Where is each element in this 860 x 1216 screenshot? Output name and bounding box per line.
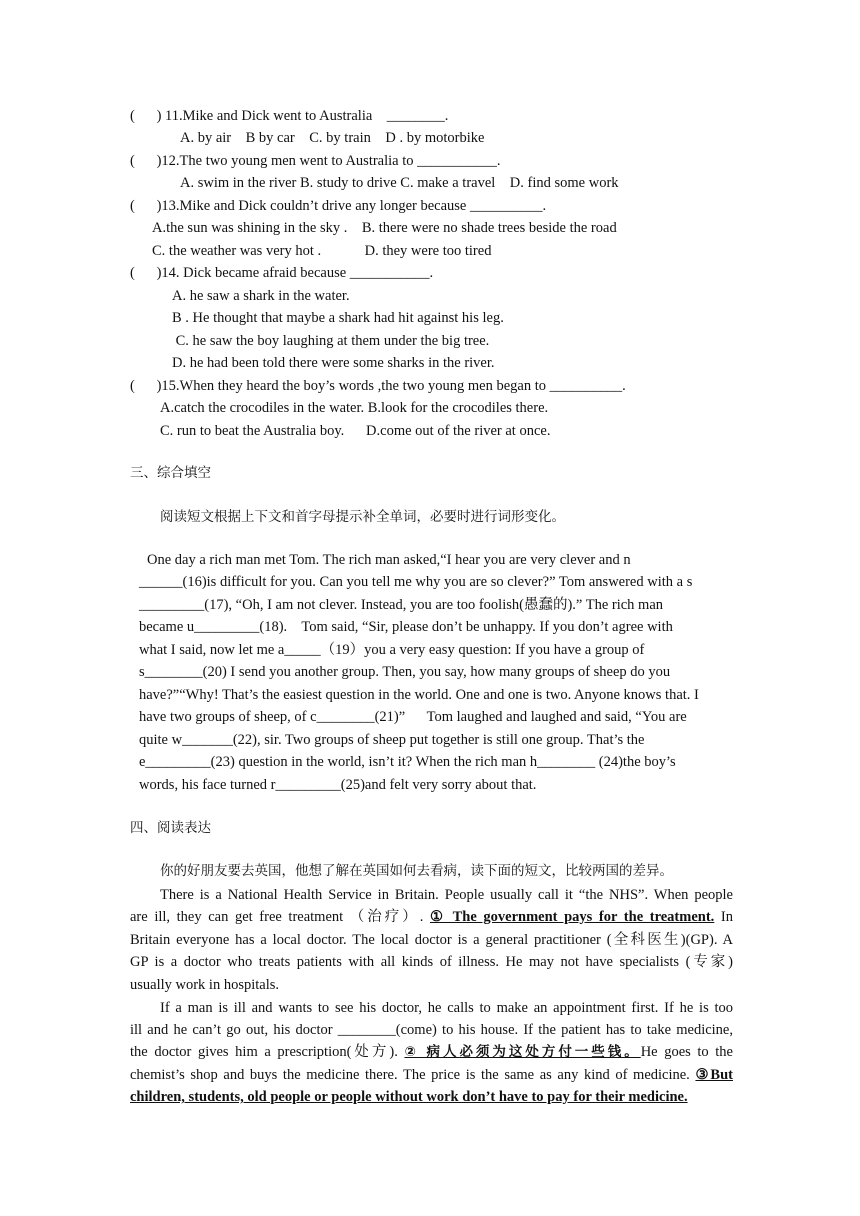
passage-line-4: GP is a doctor who treats patients with all kinds of illness. He may not have specialists (专家) bbox=[130, 954, 733, 970]
marked-sentence-1: ① The government pays for the treatment. bbox=[430, 909, 715, 925]
passage-line-1: There is a National Health Service in Britain. People usually call it “the NHS”. When people bbox=[160, 887, 733, 903]
passage-line-9: chemist’s shop and buys the medicine there. The price is the same as any kind of medicine. ③But bbox=[130, 1067, 733, 1083]
section-3-instruction: 阅读短文根据上下文和首字母提示补全单词，必要时进行词形变化。 bbox=[160, 509, 565, 525]
question-15: ( )15.When they heard the boy’s words ,the two young men began to __________. bbox=[130, 378, 626, 394]
cloze-line-2: ______(16)is difficult for you. Can you tell me why you are so clever?” Tom answered with a s bbox=[139, 574, 693, 590]
passage-line-2: are ill, they can get free treatment （治疗）. ① The government pays for the treatment. In bbox=[130, 909, 734, 925]
question-13-options-line2: C. the weather was very hot . D. they were too tired bbox=[152, 243, 492, 259]
passage-line-8: the doctor gives him a prescription(处方). ② 病人必须为这处方付一些钱。He goes to the bbox=[130, 1044, 733, 1060]
question-14-option-c: C. he saw the boy laughing at them under the big tree. bbox=[172, 333, 490, 349]
section-3-heading: 三、综合填空 bbox=[130, 465, 211, 481]
passage-line-7: ill and he can’t go out, his doctor ________(come) to his house. If the patient has to take medicine, bbox=[130, 1022, 733, 1038]
marked-sentence-2: ② 病人必须为这处方付一些钱。 bbox=[404, 1044, 641, 1060]
section-4-heading: 四、阅读表达 bbox=[130, 820, 211, 836]
question-14-option-b: B . He thought that maybe a shark had hit against his leg. bbox=[172, 310, 504, 326]
question-15-options-line1: A.catch the crocodiles in the water. B.look for the crocodiles there. bbox=[160, 400, 549, 416]
question-12: ( )12.The two young men went to Australia to ___________. bbox=[130, 153, 501, 169]
marked-sentence-3-start: ③But bbox=[695, 1067, 733, 1083]
passage-line-5: usually work in hospitals. bbox=[130, 977, 280, 993]
question-14: ( )14. Dick became afraid because ___________. bbox=[130, 265, 434, 281]
cloze-line-10: e_________(23) question in the world, isn’t it? When the rich man h________ (24)the boy’s bbox=[139, 754, 676, 770]
cloze-line-7: have?”“Why! That’s the easiest question in the world. One and one is two. Anyone knows that. I bbox=[139, 687, 699, 703]
marked-sentence-3-end: children, students, old people or people without work don’t have to pay for their medicine. bbox=[130, 1089, 688, 1105]
question-12-options: A. swim in the river B. study to drive C. make a travel D. find some work bbox=[180, 175, 619, 191]
passage-line-6: If a man is ill and wants to see his doctor, he calls to make an appointment first. If he is too bbox=[160, 1000, 733, 1016]
cloze-line-5: what I said, now let me a_____（19）you a very easy question: If you have a group of bbox=[139, 642, 645, 658]
question-14-option-a: A. he saw a shark in the water. bbox=[172, 288, 350, 304]
cloze-line-3: _________(17), “Oh, I am not clever. Instead, you are too foolish(愚蠢的).” The rich man bbox=[139, 597, 664, 613]
question-13-options-line1: A.the sun was shining in the sky . B. there were no shade trees beside the road bbox=[152, 220, 617, 236]
cloze-line-4: became u_________(18). Tom said, “Sir, please don’t be unhappy. If you don’t agree with bbox=[139, 619, 673, 635]
question-14-option-d: D. he had been told there were some sharks in the river. bbox=[172, 355, 495, 371]
cloze-line-6: s________(20) I send you another group. Then, you say, how many groups of sheep do you bbox=[139, 664, 671, 680]
cloze-line-1: One day a rich man met Tom. The rich man asked,“I hear you are very clever and n bbox=[147, 552, 631, 568]
cloze-line-8: have two groups of sheep, of c________(21)” Tom laughed and laughed and said, “You are bbox=[139, 709, 687, 725]
cloze-line-11: words, his face turned r_________(25)and felt very sorry about that. bbox=[139, 777, 537, 793]
cloze-line-9: quite w_______(22), sir. Two groups of sheep put together is still one group. That’s the bbox=[139, 732, 645, 748]
question-11: ( ) 11.Mike and Dick went to Australia ________. bbox=[130, 108, 449, 124]
question-13: ( )13.Mike and Dick couldn’t drive any longer because __________. bbox=[130, 198, 547, 214]
question-15-options-line2: C. run to beat the Australia boy. D.come out of the river at once. bbox=[160, 423, 551, 439]
passage-line-3: Britain everyone has a local doctor. The local doctor is a general practitioner (全科医生)(GP). A bbox=[130, 932, 733, 948]
question-11-options: A. by air B by car C. by train D . by motorbike bbox=[180, 130, 485, 146]
section-4-instruction: 你的好朋友要去英国，他想了解在英国如何去看病，读下面的短文，比较两国的差异。 bbox=[160, 863, 673, 879]
